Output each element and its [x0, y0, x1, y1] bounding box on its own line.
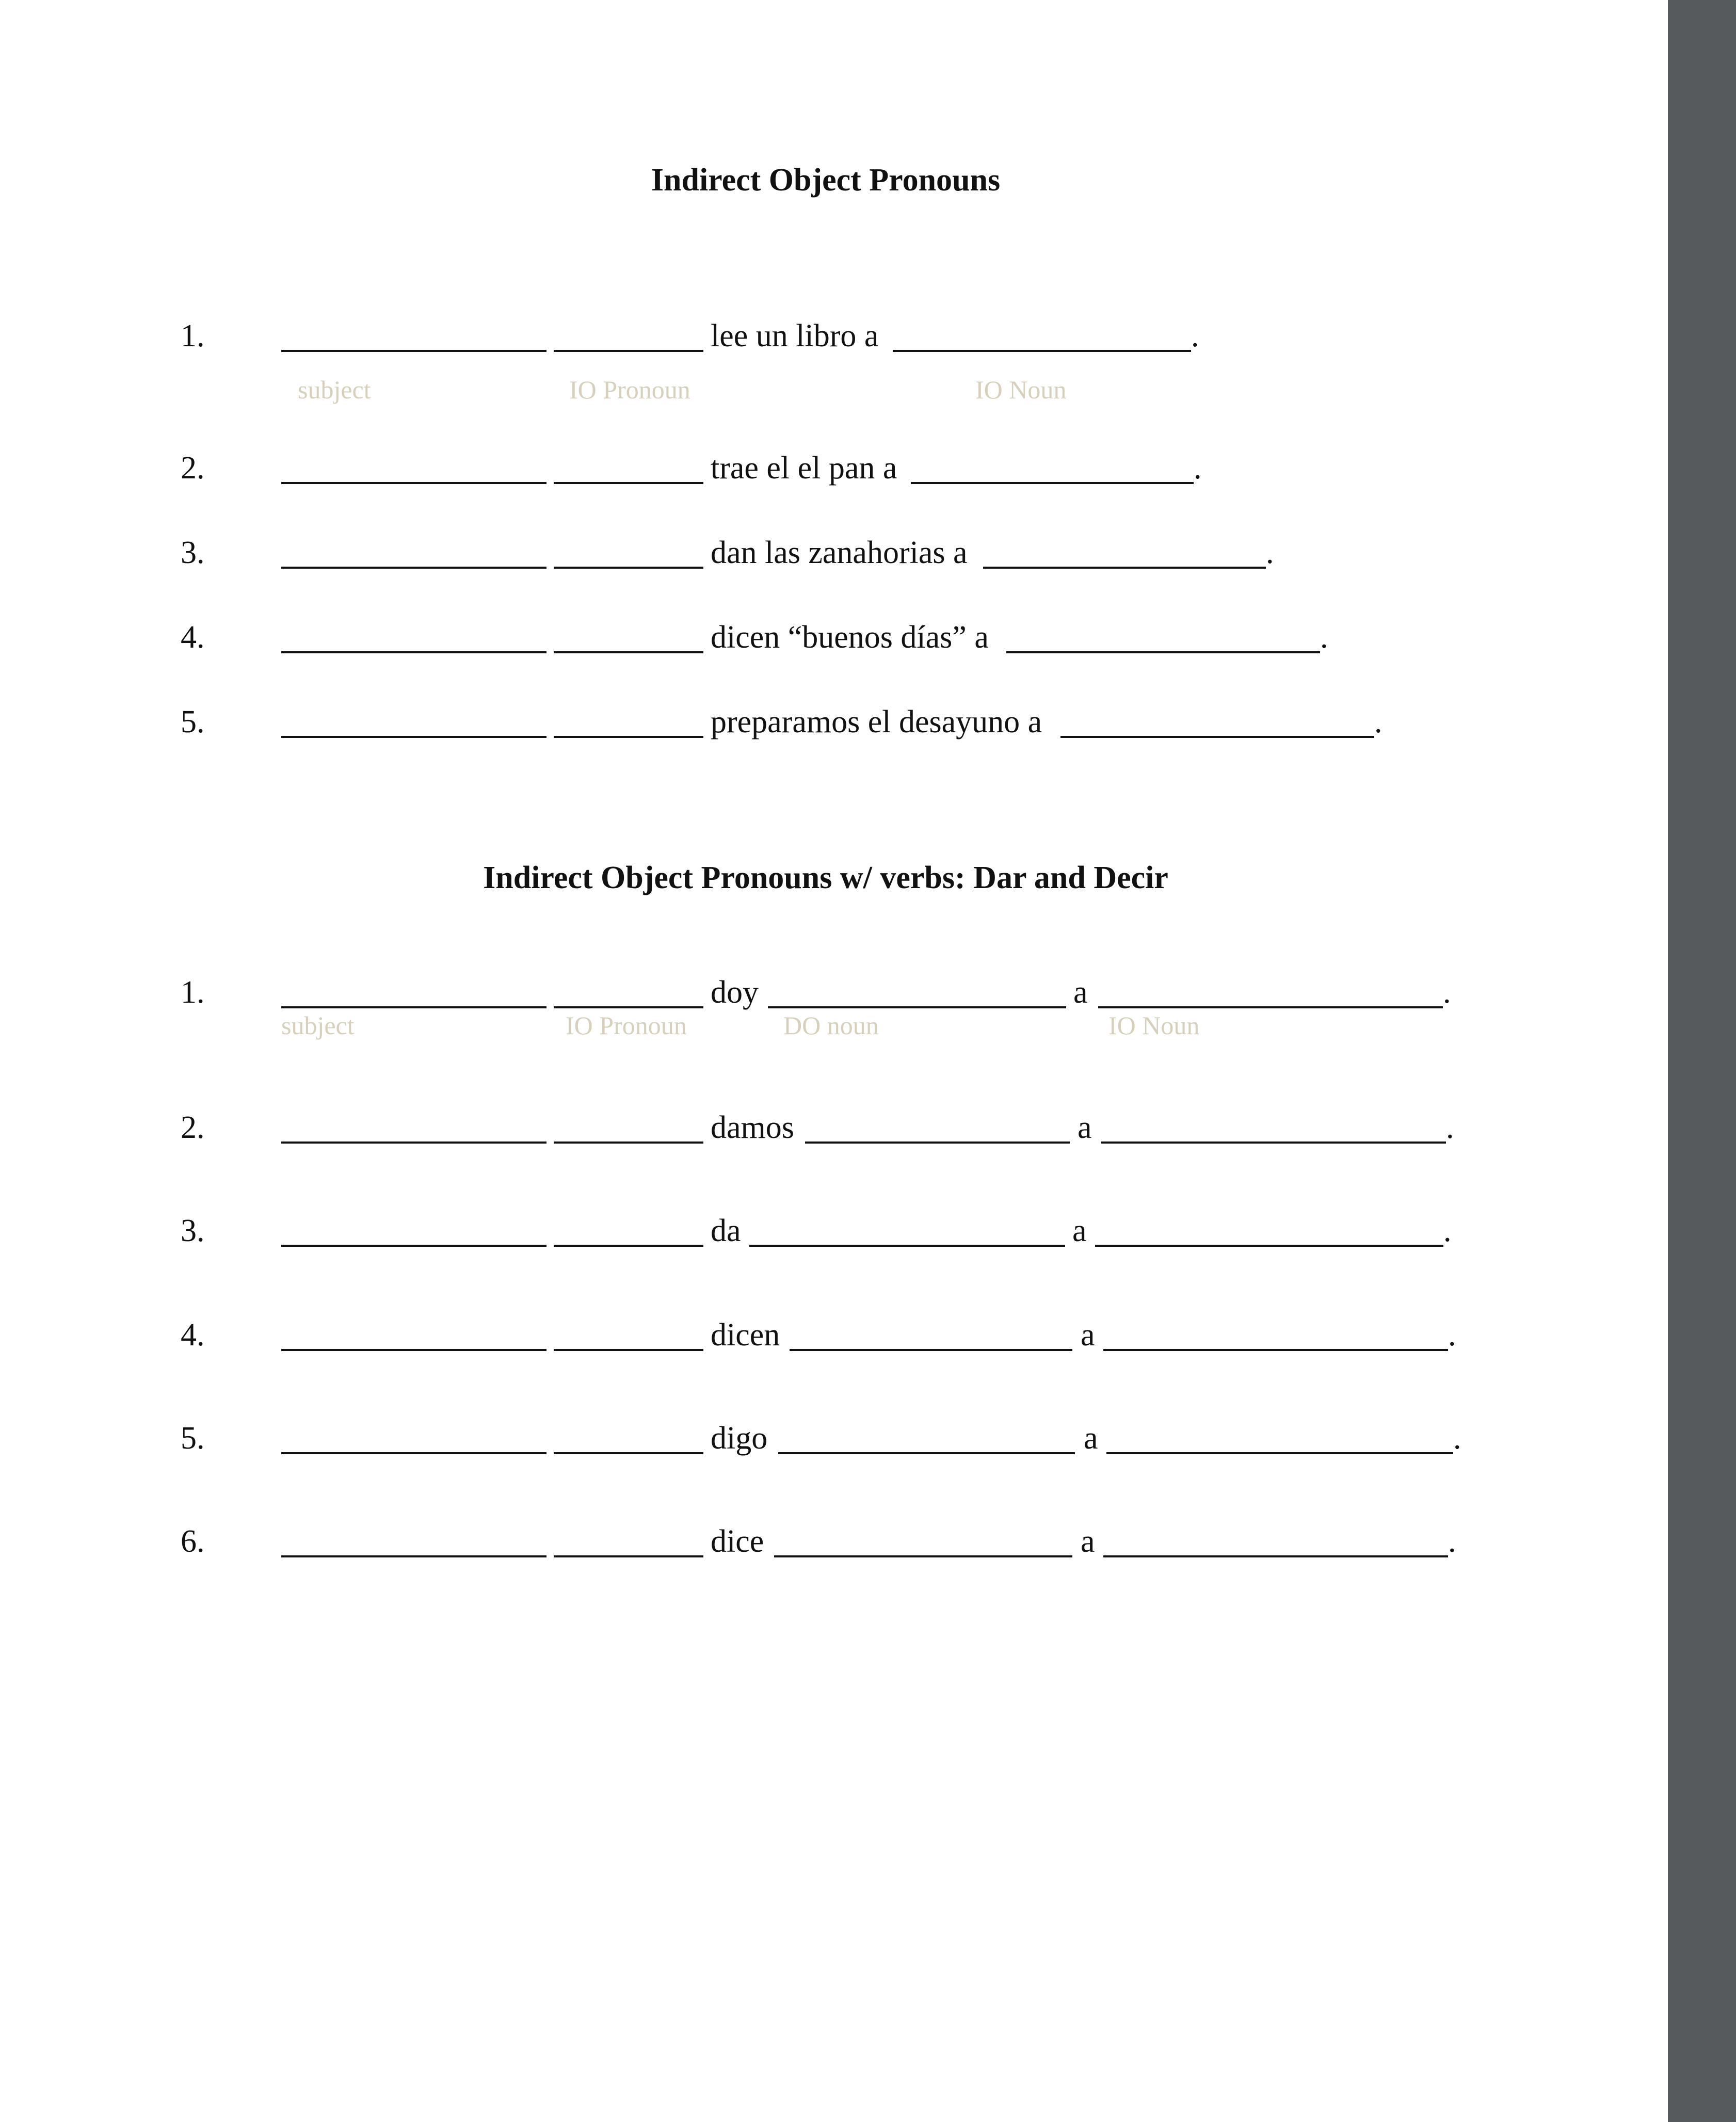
io-noun-blank[interactable]: [1103, 1525, 1448, 1557]
exercise-row: [0, 1422, 1668, 1469]
item-number: 2.: [181, 451, 205, 486]
section-1-title: Indirect Object Pronouns: [651, 163, 1001, 198]
hint-io-pronoun: IO Pronoun: [569, 375, 690, 404]
exercise-row: [0, 452, 1668, 499]
exercise-row: [0, 1112, 1668, 1158]
verb-word: doy: [711, 975, 759, 1010]
subject-blank[interactable]: [281, 452, 546, 484]
preposition-a: a: [1084, 1421, 1098, 1456]
item-number: 6.: [181, 1524, 205, 1559]
subject-blank[interactable]: [281, 1112, 546, 1144]
io-pronoun-blank[interactable]: [554, 1112, 703, 1144]
preposition-a: a: [1081, 1524, 1095, 1559]
io-noun-blank[interactable]: [1098, 976, 1443, 1008]
do-noun-blank[interactable]: [805, 1112, 1070, 1144]
item-number: 4.: [181, 620, 205, 655]
period: .: [1446, 1110, 1454, 1145]
period: .: [1374, 704, 1383, 740]
hint-io-noun: IO Noun: [1108, 1011, 1200, 1040]
item-number: 5.: [181, 1421, 205, 1456]
io-noun-blank[interactable]: [1103, 1319, 1448, 1351]
do-noun-blank[interactable]: [778, 1422, 1075, 1454]
item-number: 3.: [181, 1213, 205, 1248]
io-pronoun-blank[interactable]: [554, 537, 703, 569]
subject-blank[interactable]: [281, 1422, 546, 1454]
section-2-title: Indirect Object Pronouns w/ verbs: Dar and Decir: [483, 860, 1168, 895]
verb-phrase: preparamos el desayuno a: [711, 704, 1042, 740]
io-noun-blank[interactable]: [983, 537, 1266, 569]
period: .: [1443, 975, 1451, 1010]
do-noun-blank[interactable]: [774, 1525, 1072, 1557]
verb-word: dicen: [711, 1317, 780, 1353]
io-pronoun-blank[interactable]: [554, 1525, 703, 1557]
period: .: [1448, 1317, 1456, 1353]
io-noun-blank[interactable]: [893, 320, 1191, 352]
io-pronoun-blank[interactable]: [554, 1319, 703, 1351]
io-noun-blank[interactable]: [1101, 1112, 1446, 1144]
io-noun-blank[interactable]: [1106, 1422, 1453, 1454]
io-pronoun-blank[interactable]: [554, 1422, 703, 1454]
period: .: [1453, 1421, 1461, 1456]
subject-blank[interactable]: [281, 706, 546, 738]
item-number: 1.: [181, 318, 205, 353]
io-pronoun-blank[interactable]: [554, 621, 703, 653]
verb-word: dice: [711, 1524, 764, 1559]
hint-io-noun: IO Noun: [975, 375, 1067, 404]
period: .: [1266, 535, 1274, 570]
subject-blank[interactable]: [281, 1215, 546, 1247]
io-pronoun-blank[interactable]: [554, 976, 703, 1008]
exercise-row: [0, 1525, 1668, 1572]
io-pronoun-blank[interactable]: [554, 452, 703, 484]
io-pronoun-blank[interactable]: [554, 320, 703, 352]
exercise-row: [0, 1319, 1668, 1365]
preposition-a: a: [1073, 975, 1088, 1010]
preposition-a: a: [1078, 1110, 1092, 1145]
verb-phrase: trae el el pan a: [711, 451, 897, 486]
exercise-row: [0, 1215, 1668, 1261]
item-number: 1.: [181, 975, 205, 1010]
exercise-row: [0, 320, 1668, 366]
verb-phrase: lee un libro a: [711, 318, 879, 353]
subject-blank[interactable]: [281, 537, 546, 569]
io-pronoun-blank[interactable]: [554, 1215, 703, 1247]
io-noun-blank[interactable]: [1095, 1215, 1443, 1247]
vertical-scrollbar[interactable]: [1668, 0, 1736, 2122]
period: .: [1320, 620, 1328, 655]
verb-phrase: dan las zanahorias a: [711, 535, 968, 570]
verb-phrase: dicen “buenos días” a: [711, 620, 989, 655]
period: .: [1443, 1213, 1452, 1248]
period: .: [1448, 1524, 1456, 1559]
item-number: 3.: [181, 535, 205, 570]
hint-subject: subject: [281, 1011, 355, 1040]
verb-word: da: [711, 1213, 741, 1248]
exercise-row: [0, 621, 1668, 668]
period: .: [1194, 451, 1202, 486]
subject-blank[interactable]: [281, 1525, 546, 1557]
verb-word: digo: [711, 1421, 768, 1456]
do-noun-blank[interactable]: [768, 976, 1066, 1008]
do-noun-blank[interactable]: [749, 1215, 1065, 1247]
hint-subject: subject: [298, 375, 371, 404]
hint-do-noun: DO noun: [783, 1011, 879, 1040]
subject-blank[interactable]: [281, 1319, 546, 1351]
subject-blank[interactable]: [281, 621, 546, 653]
io-noun-blank[interactable]: [911, 452, 1194, 484]
item-number: 5.: [181, 704, 205, 740]
exercise-row: [0, 706, 1668, 752]
io-noun-blank[interactable]: [1060, 706, 1374, 738]
io-pronoun-blank[interactable]: [554, 706, 703, 738]
verb-word: damos: [711, 1110, 794, 1145]
subject-blank[interactable]: [281, 320, 546, 352]
item-number: 2.: [181, 1110, 205, 1145]
subject-blank[interactable]: [281, 976, 546, 1008]
hint-io-pronoun: IO Pronoun: [566, 1011, 687, 1040]
preposition-a: a: [1072, 1213, 1087, 1248]
preposition-a: a: [1081, 1317, 1095, 1353]
period: .: [1191, 318, 1199, 353]
do-noun-blank[interactable]: [790, 1319, 1072, 1351]
item-number: 4.: [181, 1317, 205, 1353]
io-noun-blank[interactable]: [1006, 621, 1320, 653]
exercise-row: [0, 537, 1668, 583]
